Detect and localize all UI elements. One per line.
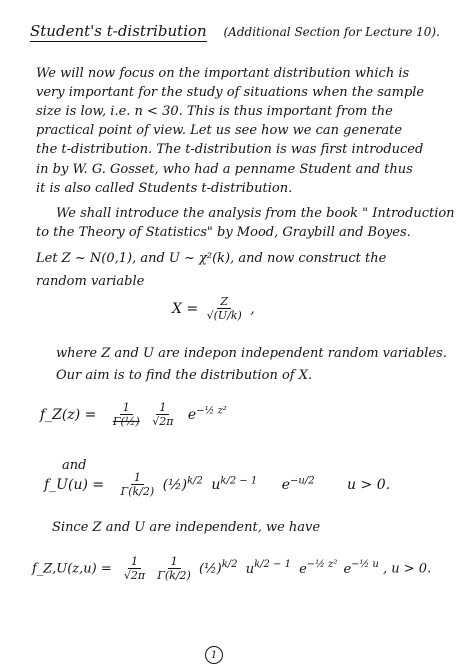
eq-fu-half-exp: k/2: [187, 475, 203, 487]
eq-x-num: Z: [217, 296, 231, 309]
eq-fz-f2-den: √2π: [152, 415, 174, 428]
eq-fzu-u-exp: k/2 − 1: [254, 559, 291, 571]
eq-fz-f1-den: Γ(½): [112, 415, 140, 428]
eq-fu-f1-den: Γ(k/2): [120, 485, 155, 498]
para3-line-2: Our aim is to find the distribution of X.: [56, 368, 313, 383]
eq-fz-f1-num: 1: [120, 402, 133, 415]
eq-fzu-f2-den: Γ(k/2): [157, 569, 191, 582]
equation-fzu: [32, 556, 431, 582]
para4-line-1: Since Z and U are independent, we have: [52, 520, 321, 535]
equation-fz: [40, 402, 227, 428]
para2-line-1: We shall introduce the analysis from the book " Introduction: [56, 206, 455, 221]
para1-line-5: the t-distribution. The t-distribution is was first introduced: [36, 142, 424, 157]
para1-line-6: in by W. G. Gosset, who had a penname Student and thus: [36, 162, 413, 177]
eq-fz-frac1: [111, 402, 142, 428]
eq-fzu-e1-exp: −½ z²: [306, 559, 338, 571]
page-number: 1: [205, 646, 223, 664]
eq-fzu-u: u: [245, 561, 255, 577]
para2-line-3: Let Z ~ N(0,1), and U ~ χ²(k), and now construct the: [36, 251, 387, 266]
eq-fzu-half: (½): [199, 561, 222, 577]
eq-fzu-half-exp: k/2: [221, 559, 238, 571]
and-label: and: [62, 458, 87, 473]
equation-x: [172, 296, 255, 322]
para2-line-2: to the Theory of Statistics" by Mood, Graybill and Boyes.: [36, 225, 411, 240]
eq-fu-u: u: [211, 477, 221, 493]
eq-fu-half: (½): [162, 477, 188, 493]
para2-line-4: random variable: [36, 274, 145, 289]
eq-fzu-f1-den: √2π: [123, 569, 146, 582]
eq-fz-lhs: f_Z(z) =: [40, 407, 97, 423]
eq-fzu-e1: e: [299, 561, 307, 577]
para1-line-2: very important for the study of situations when the sample: [36, 85, 425, 100]
eq-fu-lhs: f_U(u) =: [44, 477, 105, 493]
title-text: Student's t-distribution: [30, 22, 207, 40]
eq-x-fraction: [205, 296, 244, 322]
eq-fu-cond: u > 0.: [347, 477, 391, 493]
para1-line-3: size is low, i.e. n < 30. This is thus important from the: [36, 104, 393, 119]
para1-line-7: it is also called Students t-distribution.: [36, 181, 293, 196]
eq-fzu-e2: e: [343, 561, 352, 577]
eq-fzu-cond: , u > 0.: [383, 561, 432, 577]
eq-x-trail: ,: [250, 301, 255, 317]
equation-fu: [44, 472, 390, 498]
eq-fu-u-exp: k/2 − 1: [220, 475, 258, 487]
eq-x-den: √(U/k): [206, 309, 242, 322]
eq-fzu-f1-num: 1: [128, 556, 141, 569]
eq-fzu-e2-exp: −½ u: [351, 559, 379, 571]
para1-line-1: We will now focus on the important distribution which is: [36, 66, 410, 81]
eq-fu-exp: −u/2: [290, 475, 315, 487]
eq-fz-e: e: [187, 407, 197, 423]
eq-fu-f1-num: 1: [131, 472, 144, 485]
eq-fzu-lhs: f_Z,U(z,u) =: [32, 561, 112, 577]
eq-fz-f2-num: 1: [156, 402, 169, 415]
eq-fzu-frac2: [155, 556, 193, 582]
page-title: [30, 22, 440, 41]
eq-x-lhs: X =: [172, 301, 199, 317]
eq-fz-frac2: [150, 402, 175, 428]
title-note: (Additional Section for Lecture 10).: [223, 25, 440, 39]
para3-line-1: where Z and U are indepon independent random variables.: [56, 346, 447, 361]
para1-line-4: practical point of view. Let us see how we can generate: [36, 123, 403, 138]
eq-fzu-f2-num: 1: [168, 556, 181, 569]
eq-fzu-frac1: [122, 556, 147, 582]
eq-fu-e: e: [281, 477, 291, 493]
eq-fu-frac1: [119, 472, 157, 498]
eq-fz-exp: −½ z²: [196, 405, 227, 417]
